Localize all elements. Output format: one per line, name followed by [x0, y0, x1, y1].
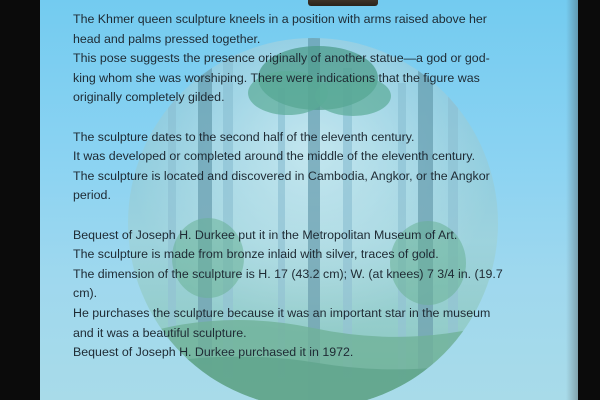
- text-line: Bequest of Joseph H. Durkee purchased it in 1972.: [73, 345, 354, 360]
- text-line: The sculpture is made from bronze inlaid with silver, traces of gold.: [73, 247, 439, 262]
- text-line: This pose suggests the presence originally of another statue—a god or god-: [73, 51, 490, 66]
- text-line: cm).: [73, 286, 98, 301]
- text-line: king whom she was worshiping. There were indications that the figure was: [73, 70, 480, 85]
- text-line: It was developed or completed around the middle of the eleventh century.: [73, 149, 476, 164]
- text-line: The sculpture is located and discovered in Cambodia, Angkor, or the Angkor: [73, 168, 490, 183]
- text-line: head and palms pressed together.: [73, 31, 261, 46]
- text-line: Bequest of Joseph H. Durkee put it in the Metropolitan Museum of Art.: [73, 227, 458, 242]
- text-line: period.: [73, 188, 111, 203]
- text-line: originally completely gilded.: [73, 90, 225, 105]
- text-line: He purchases the sculpture because it was an important star in the museum: [73, 305, 491, 320]
- description-text: [73, 10, 553, 363]
- text-line: and it was a beautiful sculpture.: [73, 325, 247, 340]
- text-line: The dimension of the sculpture is H. 17 (43.2 cm); W. (at knees) 7 3/4 in. (19.7: [73, 266, 503, 281]
- paragraph-provenance: [73, 226, 553, 363]
- text-line: The sculpture dates to the second half of the eleventh century.: [73, 129, 415, 144]
- text-line: The Khmer queen sculpture kneels in a position with arms raised above her: [73, 12, 487, 26]
- paragraph-gap: [73, 206, 553, 226]
- text-card: [40, 0, 578, 400]
- sculpture-photo-edge: [308, 0, 378, 6]
- paragraph-gap: [73, 108, 553, 128]
- paragraph-intro: [73, 10, 553, 108]
- paragraph-dating: [73, 128, 553, 206]
